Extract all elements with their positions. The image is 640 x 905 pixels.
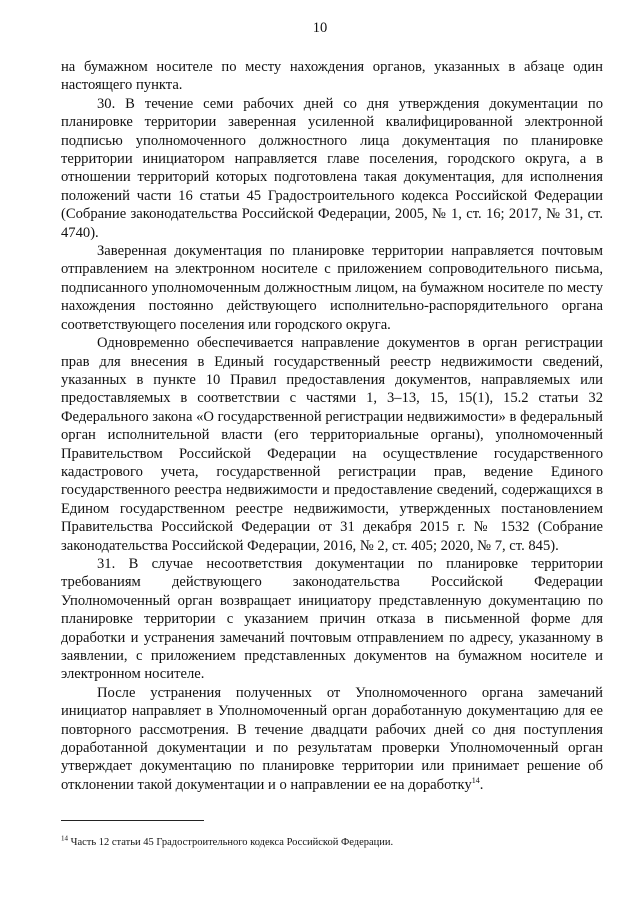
- paragraph-item-31: 31. В случае несоответствия документации по планировке территории требованиям действующего законодательства Российской Федерации Уполномоченный орган возвращает инициатору представленную документацию по планировке территории с указанием причин отказа в письменной форме для доработки и устранения замечаний почтовым отправлением по адресу, указанному в заявлении, с приложением представленных документов на бумажном носителе и электронном носителе.: [61, 555, 603, 683]
- paragraph-registration: Одновременно обеспечивается направление документов в орган регистрации прав для внесения в Единый государственный реестр недвижимости сведений, указанных в пункте 10 Правил предоставления документов, направляемых или предоставляемых в соответствии с частями 1, 3–13, 15, 15(1), 15.2 статьи 32 Федерального закона «О государственной регистрации недвижимости» в федеральный орган исполнительной власти (его территориальные органы), уполномоченный Правительством Российской Федерации на осуществление государственного кадастрового учета, государственной регистрации прав, ведение Единого государственного реестра недвижимости и предоставление сведений, содержащихся в Едином государственном реестре недвижимости, утвержденных постановлением Правительства Российской Федерации от 31 декабря 2015 г. № 1532 (Собрание законодательства Российской Федерации, 2016, № 2, ст. 405; 2020, № 7, ст. 845).: [61, 335, 603, 554]
- footnote-reference[interactable]: 14: [471, 775, 480, 785]
- footnote-text: Часть 12 статьи 45 Градостроительного кодекса Российской Федерации.: [70, 837, 394, 848]
- document-body: [61, 58, 603, 794]
- paragraph-resubmission: [61, 684, 603, 794]
- paragraph-certified-documentation: Заверенная документация по планировке территории направляется почтовым отправлением на электронном носителе с приложением сопроводительного письма, подписанного уполномоченным должностным лицом, на бумажном носителе по месту нахождения постоянно действующего исполнительно-распорядительного органа соответствующего поселения или городского округа.: [61, 243, 603, 333]
- footnote-divider: [61, 820, 204, 821]
- paragraph-continuation: на бумажном носителе по месту нахождения органов, указанных в абзаце один настоящего пункта.: [61, 59, 603, 94]
- footnote: [61, 836, 603, 849]
- footnote-mark: 14: [61, 834, 68, 843]
- page-number: 10: [312, 20, 328, 36]
- sentence-end: .: [479, 776, 484, 793]
- paragraph-item-30: 30. В течение семи рабочих дней со дня утверждения документации по планировке территории заверенная усиленной квалифицированной электронной подписью уполномоченного должностного лица документация по планировке территории инициатором направляется главе поселения, городского округа, а в отношении территорий которых подготовлена такая документация, для исполнения положений части 16 статьи 45 Градостроительного кодекса Российской Федерации (Собрание законодательства Российской Федерации, 2005, № 1, ст. 16; 2017, № 31, ст. 4740).: [61, 95, 603, 241]
- paragraph-resubmission-text: После устранения полученных от Уполномоченного органа замечаний инициатор направляет в Уполномоченный орган доработанную документацию для ее повторного рассмотрения. В течение двадцати рабочих дней со дня поступления доработанной документации и по результатам проверки Уполномоченный орган утверждает документацию по планировке территории или принимает решение об отклонении такой документации и о направлении ее на доработку: [61, 684, 603, 793]
